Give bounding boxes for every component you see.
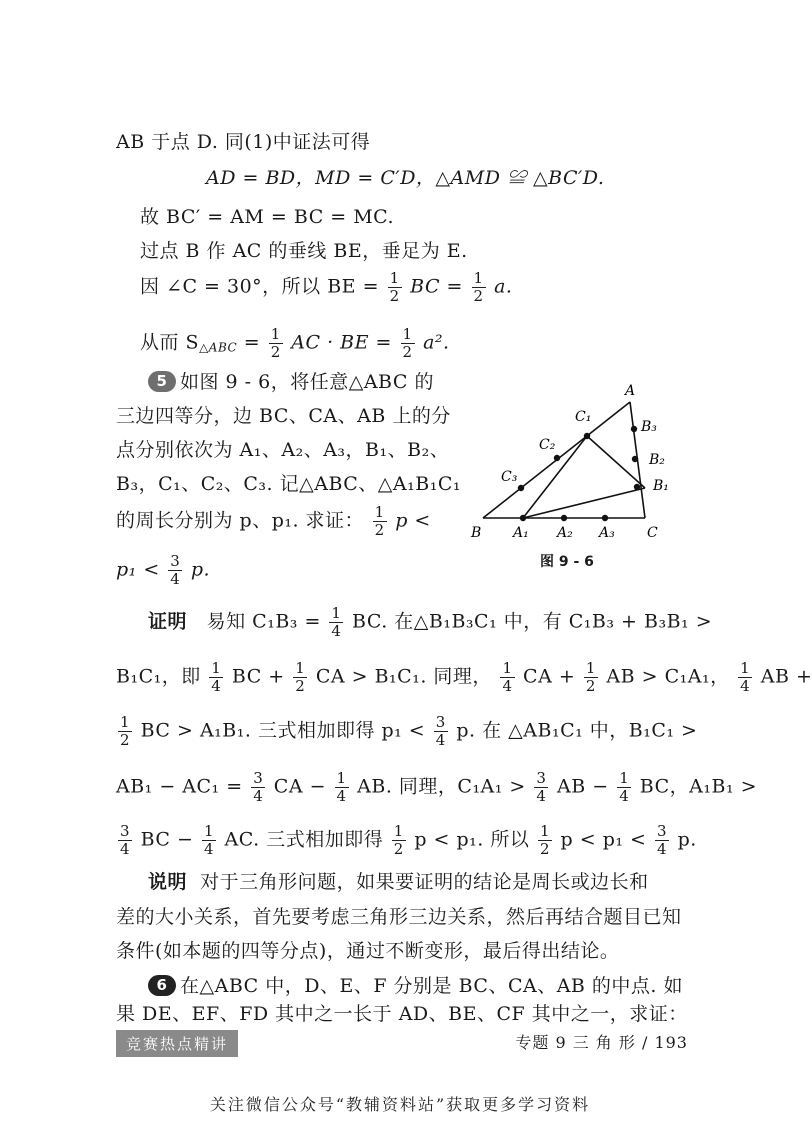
fraction: $\frac{1}{2}$ xyxy=(402,325,413,361)
note-line: 差的大小关系，首先要考虑三角形三边关系，然后再结合题目已知 xyxy=(116,906,682,928)
text-span: 因 ∠C = 30°，所以 BE = xyxy=(140,275,380,298)
text-line: p₁ < $\frac{3}{4}$ p. xyxy=(116,552,211,588)
problem-number-badge: 6 xyxy=(148,975,176,996)
fraction: $\frac{1}{4}$ xyxy=(619,769,630,805)
label-a: A xyxy=(625,383,636,399)
side-c1b1 xyxy=(587,436,645,488)
fraction: $\frac{3}{4}$ xyxy=(253,769,264,805)
fraction: $\frac{1}{2}$ xyxy=(473,269,484,305)
fraction: $\frac{1}{4}$ xyxy=(211,659,222,695)
label-c: C xyxy=(647,525,658,541)
problem-6-line: 6 在△ABC 中，D、E、F 分别是 BC、CA、AB 的中点. 如 xyxy=(148,972,683,1000)
fraction: $\frac{1}{2}$ xyxy=(270,325,281,361)
text-line: 故 BC′ = AM = BC = MC. xyxy=(140,206,395,228)
problem-number-badge: 5 xyxy=(148,371,176,392)
proof-line: AB₁ − AC₁ = $\frac{3}{4}$ CA − $\frac{1}{4}$ AB. 同理，C₁A₁ > $\frac{3}{4}$ AB − $\frac{1}{4}$ BC，A₁B₁ > xyxy=(116,769,758,805)
fraction: $\frac{3}{4}$ xyxy=(120,822,131,858)
label-a1: A₁ xyxy=(513,525,529,541)
fraction: $\frac{3}{4}$ xyxy=(170,552,181,588)
fraction: $\frac{3}{4}$ xyxy=(536,769,547,805)
text-span: 从而 S xyxy=(140,331,200,354)
equation-line xyxy=(140,270,512,305)
note-label: 说明 xyxy=(148,871,188,893)
point-a1 xyxy=(520,515,526,521)
fraction: $\frac{1}{4}$ xyxy=(331,604,342,640)
fraction: $\frac{1}{2}$ xyxy=(393,822,404,858)
fraction: $\frac{3}{4}$ xyxy=(435,713,446,749)
fraction: $\frac{1}{4}$ xyxy=(740,659,751,695)
text-line: AB 于点 D. 同(1)中证法可得 xyxy=(116,131,371,153)
label-b: B xyxy=(471,525,482,541)
fraction: $\frac{1}{2}$ xyxy=(295,659,306,695)
text-span: AC · BE = xyxy=(291,331,392,354)
fraction: $\frac{1}{2}$ xyxy=(120,713,131,749)
text-line: 三边四等分，边 BC、CA、AB 上的分 xyxy=(116,405,451,427)
proof-line: $\frac{1}{2}$ BC > A₁B₁. 三式相加即得 p₁ < $\frac{3}{4}$ p. 在 △AB₁C₁ 中，B₁C₁ > xyxy=(120,713,698,749)
point-b1 xyxy=(634,484,640,490)
fraction: $\frac{1}{4}$ xyxy=(203,822,214,858)
page-number: 专题 9 三 角 形 / 193 xyxy=(515,1033,688,1052)
point-a2 xyxy=(561,515,567,521)
fraction: $\frac{1}{4}$ xyxy=(336,769,347,805)
triangle-figure xyxy=(465,375,695,550)
label-c1: C₁ xyxy=(575,409,592,425)
point-c2 xyxy=(554,455,560,461)
label-a2: A₂ xyxy=(557,525,573,541)
fraction: $\frac{1}{2}$ xyxy=(374,503,385,539)
point-b2 xyxy=(632,456,638,462)
problem-5-line: 5 如图 9 - 6，将任意△ABC 的 xyxy=(148,368,434,396)
label-b2: B₂ xyxy=(649,452,665,468)
proof-line: 证明 易知 C₁B₃ = $\frac{1}{4}$ BC. 在△B₁B₃C₁ 中，有 C₁B₃ + B₃B₁ > xyxy=(148,604,713,640)
text-span: BC = xyxy=(410,275,463,298)
fraction: $\frac{1}{2}$ xyxy=(389,269,400,305)
label-b3: B₃ xyxy=(641,419,657,435)
equation-line xyxy=(140,326,450,362)
label-c2: C₂ xyxy=(539,437,556,453)
text-line: 的周长分别为 p、p₁. 求证： $\frac{1}{2}$ p < xyxy=(116,503,431,539)
point-b3 xyxy=(631,426,637,432)
text-span: = xyxy=(237,331,261,354)
fraction: $\frac{1}{2}$ xyxy=(585,659,596,695)
label-c3: C₃ xyxy=(501,469,518,485)
note-line: 条件(如本题的四等分点)，通过不断变形，最后得出结论。 xyxy=(116,940,620,962)
proof-label: 证明 xyxy=(148,610,188,633)
watermark-text: 关注微信公众号“教辅资料站”获取更多学习资料 xyxy=(209,1095,591,1114)
figure-caption: 图 9 - 6 xyxy=(540,554,594,570)
point-c1 xyxy=(584,433,590,439)
proof-line: B₁C₁，即 $\frac{1}{4}$ BC + $\frac{1}{2}$ CA > B₁C₁. 同理， $\frac{1}{4}$ CA + $\frac{1}{2}$ AB > C₁A₁， $\frac{1}{4}$ AB + xyxy=(116,659,812,695)
fraction: $\frac{1}{4}$ xyxy=(502,659,513,695)
subscript: △ABC xyxy=(199,340,238,355)
text-line: 点分别依次为 A₁、A₂、A₃，B₁、B₂、 xyxy=(116,439,450,461)
fraction: $\frac{3}{4}$ xyxy=(656,822,668,858)
section-tag: 竞赛热点精讲 xyxy=(116,1030,238,1057)
side-a1b1 xyxy=(523,488,645,518)
text-line: 果 DE、EF、FD 其中之一长于 AD、BE、CF 其中之一，求证： xyxy=(116,1003,688,1025)
fraction: $\frac{1}{2}$ xyxy=(539,822,550,858)
text-span: a. xyxy=(494,275,513,298)
label-a3: A₃ xyxy=(599,525,615,541)
text-span: a². xyxy=(423,331,450,354)
point-a3 xyxy=(602,515,608,521)
text-line: B₃，C₁、C₂、C₃. 记△ABC、△A₁B₁C₁ xyxy=(116,473,461,495)
label-b1: B₁ xyxy=(653,478,669,494)
text-line: 过点 B 作 AC 的垂线 BE，垂足为 E. xyxy=(140,240,468,262)
note-line: 说明 对于三角形问题，如果要证明的结论是周长或边长和 xyxy=(148,871,649,893)
proof-line: $\frac{3}{4}$ BC − $\frac{1}{4}$ AC. 三式相加即得 $\frac{1}{2}$ p < p₁. 所以 $\frac{1}{2}$ p < p₁ < $\frac{3}{4}$ p. xyxy=(120,822,697,858)
point-c3 xyxy=(518,485,524,491)
equation-line: AD = BD，MD = C′D，△AMD ≌ △BC′D. xyxy=(206,167,605,189)
